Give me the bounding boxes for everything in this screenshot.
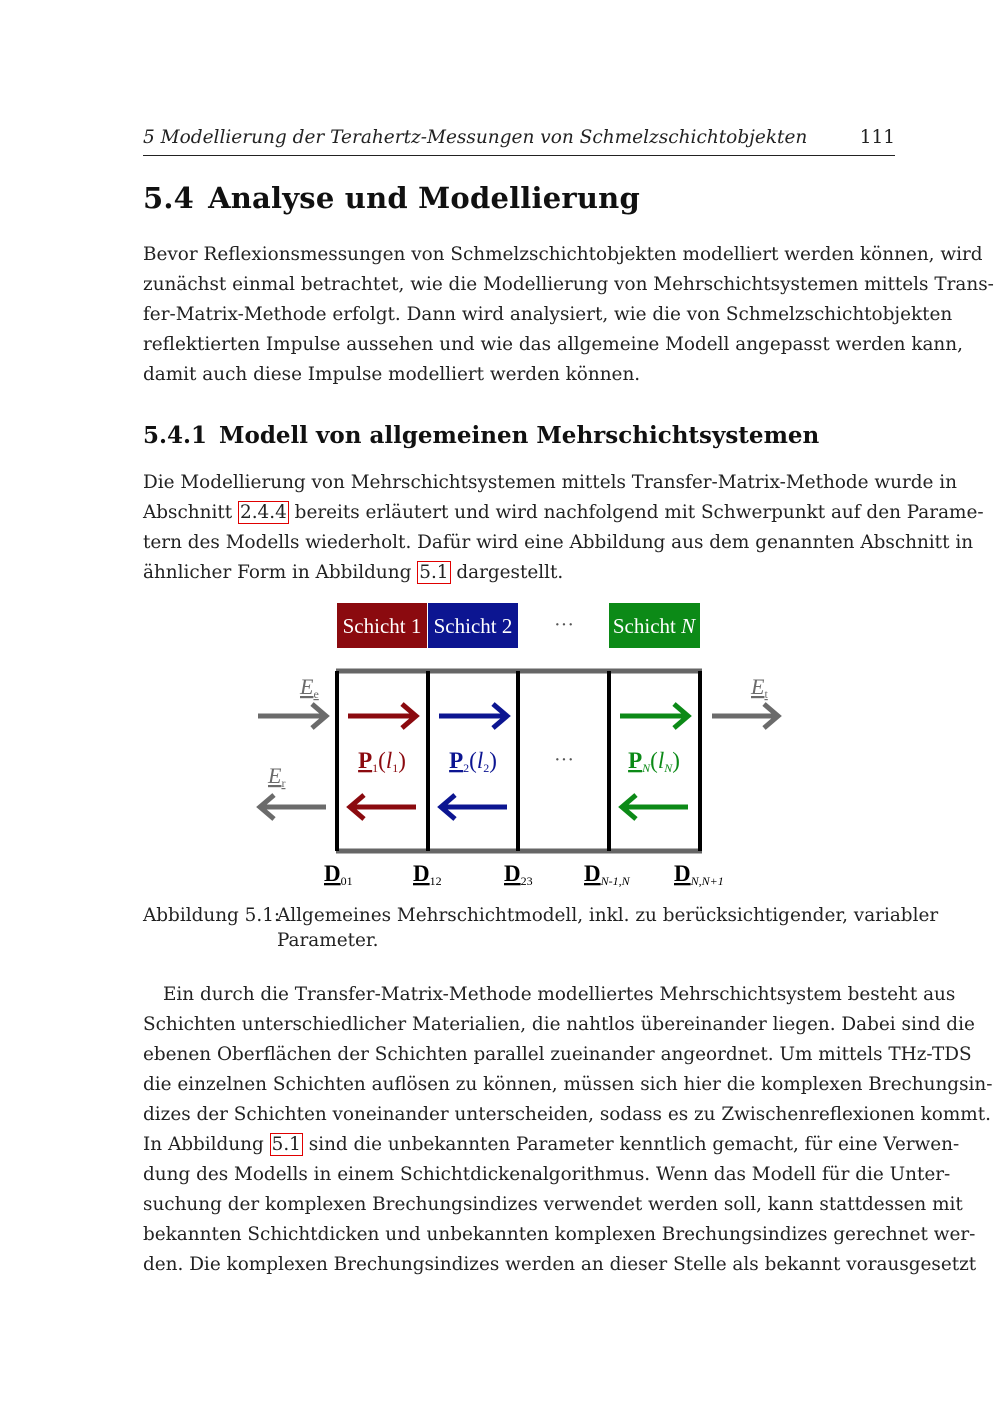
subsection-number: 5.4.1 <box>143 422 208 449</box>
subsection-title: Modell von allgemeinen Mehrschichtsystemen <box>219 422 820 449</box>
text-line: fer-Matrix-Methode erfolgt. Dann wird analysiert, wie die von Schmelzschichtobjekten <box>143 304 953 325</box>
thickness-subscript: 2 <box>483 761 490 775</box>
matrix-subscript: 1 <box>372 761 379 775</box>
text-line: Schichten unterschiedlicher Materialien, die nahtlos übereinander liegen. Dabei sind die <box>143 1014 975 1035</box>
layer-n-label-var: N <box>681 614 696 638</box>
model-paragraph <box>143 468 984 588</box>
text-line: reflektierten Impulse aussehen und wie das allgemeine Modell angepasst werden kann, <box>143 334 963 355</box>
header-ellipsis: ··· <box>554 614 574 636</box>
thickness-symbol: l <box>657 748 665 773</box>
matrix-symbol: P <box>449 748 464 773</box>
caption-line: Allgemeines Mehrschichtmodell, inkl. zu berücksichtigender, variabler <box>277 905 939 926</box>
text-line <box>143 558 895 588</box>
propagation-matrix-1: P1(l1) <box>358 748 406 775</box>
chapter-title: 5 Modellierung der Terahertz-Messungen von Schmelzschichtobjekten <box>143 127 808 148</box>
matrix-symbol: P <box>358 748 373 773</box>
field-symbol: E <box>751 674 765 699</box>
text-line <box>143 498 984 528</box>
interface-matrix-n-1-n <box>584 861 631 888</box>
text-fragment: Abschnitt <box>143 502 233 523</box>
layer-n-label-text: Schicht <box>612 614 682 638</box>
subsection-heading <box>143 422 819 449</box>
figure-reference-link[interactable]: 5.1 <box>419 562 449 583</box>
matrix-symbol: D <box>413 861 430 886</box>
text-line: dizes der Schichten voneinander unterscheiden, sodass es zu Zwischenreflexionen kommt. <box>143 1104 991 1125</box>
matrix-subscript: N-1,N <box>600 874 630 888</box>
matrix-symbol: D <box>584 861 601 886</box>
text-line: damit auch diese Impulse modelliert werden können. <box>143 364 641 385</box>
interface-matrix-12 <box>413 861 442 888</box>
layer-2-backward-arrow <box>441 795 507 819</box>
field-subscript: t <box>764 687 768 701</box>
text-line: Bevor Reflexionsmessungen von Schmelzschichtobjekten modelliert werden können, wird <box>143 244 983 265</box>
text-line: zunächst einmal betrachtet, wie die Modellierung von Mehrschichtsystemen mittels Trans- <box>143 274 994 295</box>
interface-matrix-23 <box>504 861 533 888</box>
page-number: 111 <box>859 127 895 148</box>
multilayer-model-figure <box>240 596 800 896</box>
matrix-symbol: D <box>324 861 341 886</box>
section-title: Analyse und Modellierung <box>208 181 640 215</box>
thickness-symbol: l <box>476 748 484 773</box>
text-fragment: sind die unbekannten Parameter kenntlich gemacht, für eine Verwen- <box>308 1134 960 1155</box>
intro-paragraph <box>143 240 994 390</box>
layer-n-forward-arrow <box>620 704 688 728</box>
propagation-matrix-2: P2(l2) <box>449 748 497 775</box>
field-symbol: E <box>268 763 282 788</box>
matrix-symbol: P <box>628 748 643 773</box>
incident-arrow <box>258 704 326 728</box>
matrix-symbol: D <box>674 861 691 886</box>
reflected-arrow <box>260 795 326 819</box>
matrix-subscript: N <box>642 761 651 775</box>
text-line: die einzelnen Schichten auflösen zu können, müssen sich hier die komplexen Brechungsin- <box>143 1074 993 1095</box>
section-number: 5.4 <box>143 181 195 215</box>
layer-n-label <box>613 614 696 638</box>
matrix-subscript: 12 <box>429 874 442 888</box>
text-line: den. Die komplexen Brechungsindizes werden an dieser Stelle als bekannt vorausgesetzt <box>143 1254 977 1275</box>
text-fragment: bereits erläutert und wird nachfolgend mit Schwerpunkt auf den Parame- <box>294 502 984 523</box>
thickness-subscript: 1 <box>392 761 399 775</box>
matrix-subscript: 23 <box>520 874 533 888</box>
figure-reference-link[interactable]: 5.1 <box>271 1134 301 1155</box>
matrix-subscript: N,N+1 <box>690 874 724 888</box>
incident-field-label <box>299 674 319 701</box>
text-line: suchung der komplexen Brechungsindizes verwendet werden soll, kann stattdessen mit <box>143 1194 963 1215</box>
propagation-ellipsis: ··· <box>554 749 574 771</box>
body-paragraph <box>143 980 993 1280</box>
text-fragment: dargestellt. <box>456 562 564 583</box>
interface-matrix-01 <box>324 861 353 888</box>
caption-label: Abbildung 5.1: <box>143 905 281 926</box>
text-line: Ein durch die Transfer-Matrix-Methode modelliertes Mehrschichtsystem besteht aus <box>163 984 956 1005</box>
text-line: Die Modellierung von Mehrschichtsystemen mittels Transfer-Matrix-Methode wurde in <box>143 472 957 493</box>
layer-2-forward-arrow <box>439 704 507 728</box>
propagation-matrix-n: PN(lN) <box>628 748 680 775</box>
text-line: ebenen Oberflächen der Schichten parallel zueinander angeordnet. Um mittels THz-TDS <box>143 1044 972 1065</box>
text-line <box>143 1130 960 1160</box>
reflected-field-label <box>267 763 285 790</box>
transmitted-field-label <box>750 674 768 701</box>
layer-1-forward-arrow <box>348 704 416 728</box>
field-symbol: E <box>300 674 314 699</box>
matrix-symbol: D <box>504 861 521 886</box>
section-heading <box>143 181 640 215</box>
caption-line: Parameter. <box>277 930 379 951</box>
text-line: dung des Modells in einem Schichtdickenalgorithmus. Wenn das Modell für die Unter- <box>143 1164 951 1185</box>
layer-1-label: Schicht 1 <box>342 614 422 638</box>
text-line: bekannten Schichtdicken und unbekannten komplexen Brechungsindizes gerechnet wer- <box>143 1224 976 1245</box>
matrix-subscript: 2 <box>463 761 470 775</box>
layer-2-label: Schicht 2 <box>433 614 513 638</box>
matrix-subscript: 01 <box>340 874 353 888</box>
running-header <box>143 125 895 156</box>
layer-1-backward-arrow <box>350 795 416 819</box>
text-fragment: ähnlicher Form in Abbildung <box>143 562 412 583</box>
field-subscript: r <box>281 776 286 790</box>
text-fragment: In Abbildung <box>143 1134 264 1155</box>
transmitted-arrow <box>712 704 778 728</box>
caption-text <box>277 903 939 953</box>
layer-n-backward-arrow <box>622 795 688 819</box>
interface-matrix-n-n1 <box>674 861 724 888</box>
text-line: tern des Modells wiederholt. Dafür wird eine Abbildung aus dem genannten Abschnitt in <box>143 532 974 553</box>
thickness-subscript: N <box>664 761 673 775</box>
field-subscript: e <box>313 687 319 701</box>
thickness-symbol: l <box>385 748 393 773</box>
section-reference-link[interactable]: 2.4.4 <box>240 502 287 523</box>
